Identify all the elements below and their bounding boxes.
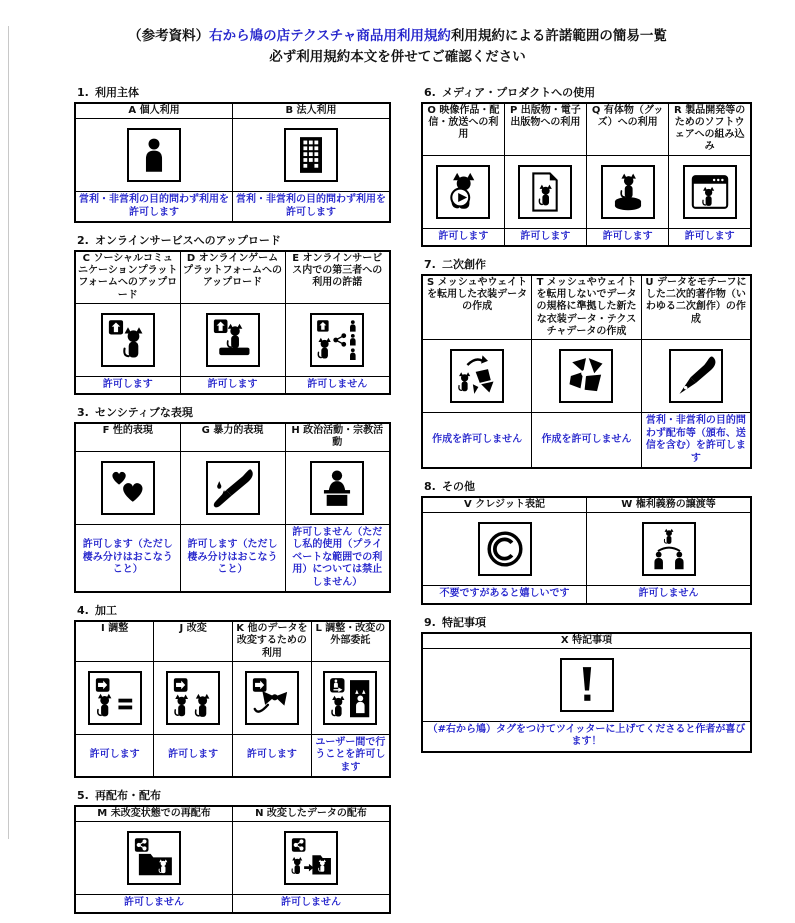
permission-value-j: 許可します bbox=[154, 734, 233, 777]
person-icon bbox=[127, 128, 181, 182]
section-redistribution bbox=[74, 787, 391, 914]
icon-cell bbox=[669, 155, 751, 228]
permission-value-l: ユーザー間で行うことを許可します bbox=[311, 734, 390, 777]
knife-icon bbox=[206, 461, 260, 515]
col-header-h: H 政治活動・宗教活動 bbox=[285, 423, 390, 451]
icon-cell bbox=[285, 451, 390, 524]
col-header-c: C ソーシャルコミュニケーションプラットフォームへのアップロード bbox=[75, 251, 180, 303]
page-edge-line bbox=[8, 26, 9, 839]
figurine-cat-icon bbox=[601, 165, 655, 219]
section-number: 8. bbox=[424, 480, 436, 494]
section-title: 二次創作 bbox=[442, 258, 486, 272]
exclamation-icon bbox=[560, 658, 614, 712]
section-number: 9. bbox=[424, 615, 436, 629]
permission-value-f: 許可します（ただし棲み分けはおこなうこと） bbox=[75, 524, 180, 592]
permission-table bbox=[74, 250, 391, 395]
permission-value-n: 許可しません bbox=[233, 895, 391, 913]
col-header-v: V クレジット表記 bbox=[422, 497, 587, 513]
permission-value-h: 許可しません（ただし私的使用（プライベートな範囲での利用）については禁止しません） bbox=[285, 524, 390, 592]
permission-value-e: 許可しません bbox=[285, 376, 390, 394]
permission-value-w: 許可しません bbox=[587, 586, 752, 604]
permission-value-u: 営利・非営利の目的問わず配布等（頒布、送信を含む）を許可します bbox=[641, 413, 751, 469]
outsource-door-icon bbox=[323, 671, 377, 725]
section-title: オンラインサービスへのアップロード bbox=[95, 234, 281, 248]
section-number: 5. bbox=[77, 789, 89, 803]
adjust-cat-equal-icon bbox=[88, 671, 142, 725]
left-column bbox=[74, 84, 391, 923]
permission-value-k: 許可します bbox=[233, 734, 312, 777]
title-prefix: （参考資料） bbox=[128, 28, 210, 44]
section-special-notes bbox=[421, 614, 752, 753]
icon-cell bbox=[180, 303, 285, 376]
col-header-m: M 未改変状態での再配布 bbox=[75, 806, 233, 822]
icon-cell bbox=[75, 451, 180, 524]
permission-table bbox=[421, 496, 752, 605]
section-title: 加工 bbox=[95, 604, 117, 618]
icon-cell bbox=[154, 661, 233, 734]
col-header-o: O 映像作品・配信・放送への利用 bbox=[422, 103, 504, 155]
permission-table bbox=[74, 102, 391, 223]
icon-cell bbox=[422, 513, 587, 586]
permission-value-i: 許可します bbox=[75, 734, 154, 777]
permission-table bbox=[74, 422, 391, 593]
upload-cat-computer-icon bbox=[206, 313, 260, 367]
section-title: 再配布・配布 bbox=[95, 789, 161, 803]
icon-cell bbox=[233, 822, 391, 895]
icon-cell bbox=[75, 661, 154, 734]
section-number: 6. bbox=[424, 85, 436, 99]
icon-cell bbox=[587, 513, 752, 586]
section-sensitive-expression bbox=[74, 404, 391, 593]
copyright-icon bbox=[478, 522, 532, 576]
section-usage-subject bbox=[74, 84, 391, 223]
section-derivative-works bbox=[421, 256, 752, 469]
permission-value-p: 許可します bbox=[504, 228, 586, 246]
hearts-icon bbox=[101, 461, 155, 515]
icon-cell bbox=[422, 155, 504, 228]
upload-share-people-icon bbox=[310, 313, 364, 367]
icon-cell bbox=[233, 661, 312, 734]
icon-cell bbox=[587, 155, 669, 228]
permission-value-t: 作成を許可しません bbox=[532, 413, 642, 469]
col-header-q: Q 有体物（グッズ）への利用 bbox=[587, 103, 669, 155]
col-header-a: A 個人利用 bbox=[75, 103, 233, 119]
software-window-cat-icon bbox=[683, 165, 737, 219]
col-header-e: E オンラインサービス内での第三者への利用の許諾 bbox=[285, 251, 390, 303]
section-title: センシティブな表現 bbox=[95, 406, 193, 420]
title-license-link[interactable]: 右から鳩の店テクスチャ商品用利用規約 bbox=[209, 28, 451, 44]
section-title: その他 bbox=[442, 480, 475, 494]
col-header-w: W 権利義務の譲渡等 bbox=[587, 497, 752, 513]
permission-value-o: 許可します bbox=[422, 228, 504, 246]
section-processing bbox=[74, 602, 391, 778]
right-column bbox=[421, 84, 752, 762]
permission-value-q: 許可します bbox=[587, 228, 669, 246]
section-online-upload bbox=[74, 232, 391, 395]
permission-table bbox=[421, 274, 752, 469]
col-header-u: U データをモチーフにした二次的著作物（いわゆる二次創作）の作成 bbox=[641, 275, 751, 339]
share-modified-folder-icon bbox=[284, 831, 338, 885]
title-suffix: 利用規約による許諾範囲の簡易一覧 bbox=[450, 28, 667, 44]
building-icon bbox=[284, 128, 338, 182]
icon-cell bbox=[532, 340, 642, 413]
icon-cell bbox=[422, 648, 751, 721]
icon-cell bbox=[504, 155, 586, 228]
col-header-p: P 出版物・電子出版物への利用 bbox=[504, 103, 586, 155]
col-header-f: F 性的表現 bbox=[75, 423, 180, 451]
content-columns bbox=[74, 84, 795, 923]
podium-person-icon bbox=[310, 461, 364, 515]
col-header-s: S メッシュやウェイトを転用した衣装データの作成 bbox=[422, 275, 532, 339]
share-folder-cat-icon bbox=[127, 831, 181, 885]
section-number: 2. bbox=[77, 234, 89, 248]
permission-table bbox=[74, 805, 391, 914]
permission-value-d: 許可します bbox=[180, 376, 285, 394]
section-number: 3. bbox=[77, 406, 89, 420]
section-media-product bbox=[421, 84, 752, 247]
section-title: メディア・プロダクトへの使用 bbox=[442, 85, 596, 99]
cat-to-costume-icon bbox=[450, 349, 504, 403]
section-number: 4. bbox=[77, 604, 89, 618]
col-header-j: J 改変 bbox=[154, 621, 233, 661]
icon-cell bbox=[75, 119, 233, 192]
document-title bbox=[0, 26, 795, 68]
upload-cat-icon bbox=[101, 313, 155, 367]
permission-value-c: 許可します bbox=[75, 376, 180, 394]
section-number: 1. bbox=[77, 85, 89, 99]
permission-value-b: 営利・非営利の目的問わず利用を許可します bbox=[233, 192, 391, 223]
permission-value-s: 作成を許可しません bbox=[422, 413, 532, 469]
title-line2: 必ず利用規約本文を併せてご確認ください bbox=[269, 48, 526, 65]
permission-table bbox=[74, 620, 391, 778]
fountain-pen-icon bbox=[669, 349, 723, 403]
document-cat-icon bbox=[518, 165, 572, 219]
icon-cell bbox=[641, 340, 751, 413]
permission-value-v: 不要ですがあると嬉しいです bbox=[422, 586, 587, 604]
icon-cell bbox=[285, 303, 390, 376]
col-header-d: D オンラインゲームプラットフォームへのアップロード bbox=[180, 251, 285, 303]
icon-cell bbox=[75, 303, 180, 376]
permission-value-x: （#右から鳩）タグをつけてツイッターに上げてくださると作者が喜びます！ bbox=[422, 721, 751, 752]
modify-two-cats-icon bbox=[166, 671, 220, 725]
section-other bbox=[421, 478, 752, 605]
col-header-b: B 法人利用 bbox=[233, 103, 391, 119]
modify-other-data-icon bbox=[245, 671, 299, 725]
permission-value-a: 営利・非営利の目的問わず利用を許可します bbox=[75, 192, 233, 223]
section-title: 利用主体 bbox=[95, 85, 139, 99]
section-number: 7. bbox=[424, 258, 436, 272]
col-header-i: I 調整 bbox=[75, 621, 154, 661]
title-line1 bbox=[0, 26, 795, 47]
permission-value-r: 許可します bbox=[669, 228, 751, 246]
col-header-k: K 他のデータを改変するための利用 bbox=[233, 621, 312, 661]
icon-cell bbox=[180, 451, 285, 524]
permission-table bbox=[421, 632, 752, 753]
col-header-l: L 調整・改変の外部委託 bbox=[311, 621, 390, 661]
permission-table bbox=[421, 102, 752, 247]
icon-cell bbox=[233, 119, 391, 192]
col-header-n: N 改変したデータの配布 bbox=[233, 806, 391, 822]
section-title: 特記事項 bbox=[442, 615, 486, 629]
icon-cell bbox=[422, 340, 532, 413]
video-cat-icon bbox=[436, 165, 490, 219]
icon-cell bbox=[75, 822, 233, 895]
col-header-r: R 製品開発等のためのソフトウェアへの組み込み bbox=[669, 103, 751, 155]
col-header-g: G 暴力的表現 bbox=[180, 423, 285, 451]
transfer-people-cat-icon bbox=[642, 522, 696, 576]
icon-cell bbox=[311, 661, 390, 734]
permission-value-m: 許可しません bbox=[75, 895, 233, 913]
costume-pieces-icon bbox=[559, 349, 613, 403]
col-header-t: T メッシュやウェイトを転用しないでデータの規格に準拠した新たな衣装データ・テクスチャデータの作成 bbox=[532, 275, 642, 339]
permission-value-g: 許可します（ただし棲み分けはおこなうこと） bbox=[180, 524, 285, 592]
col-header-x: X 特記事項 bbox=[422, 633, 751, 649]
